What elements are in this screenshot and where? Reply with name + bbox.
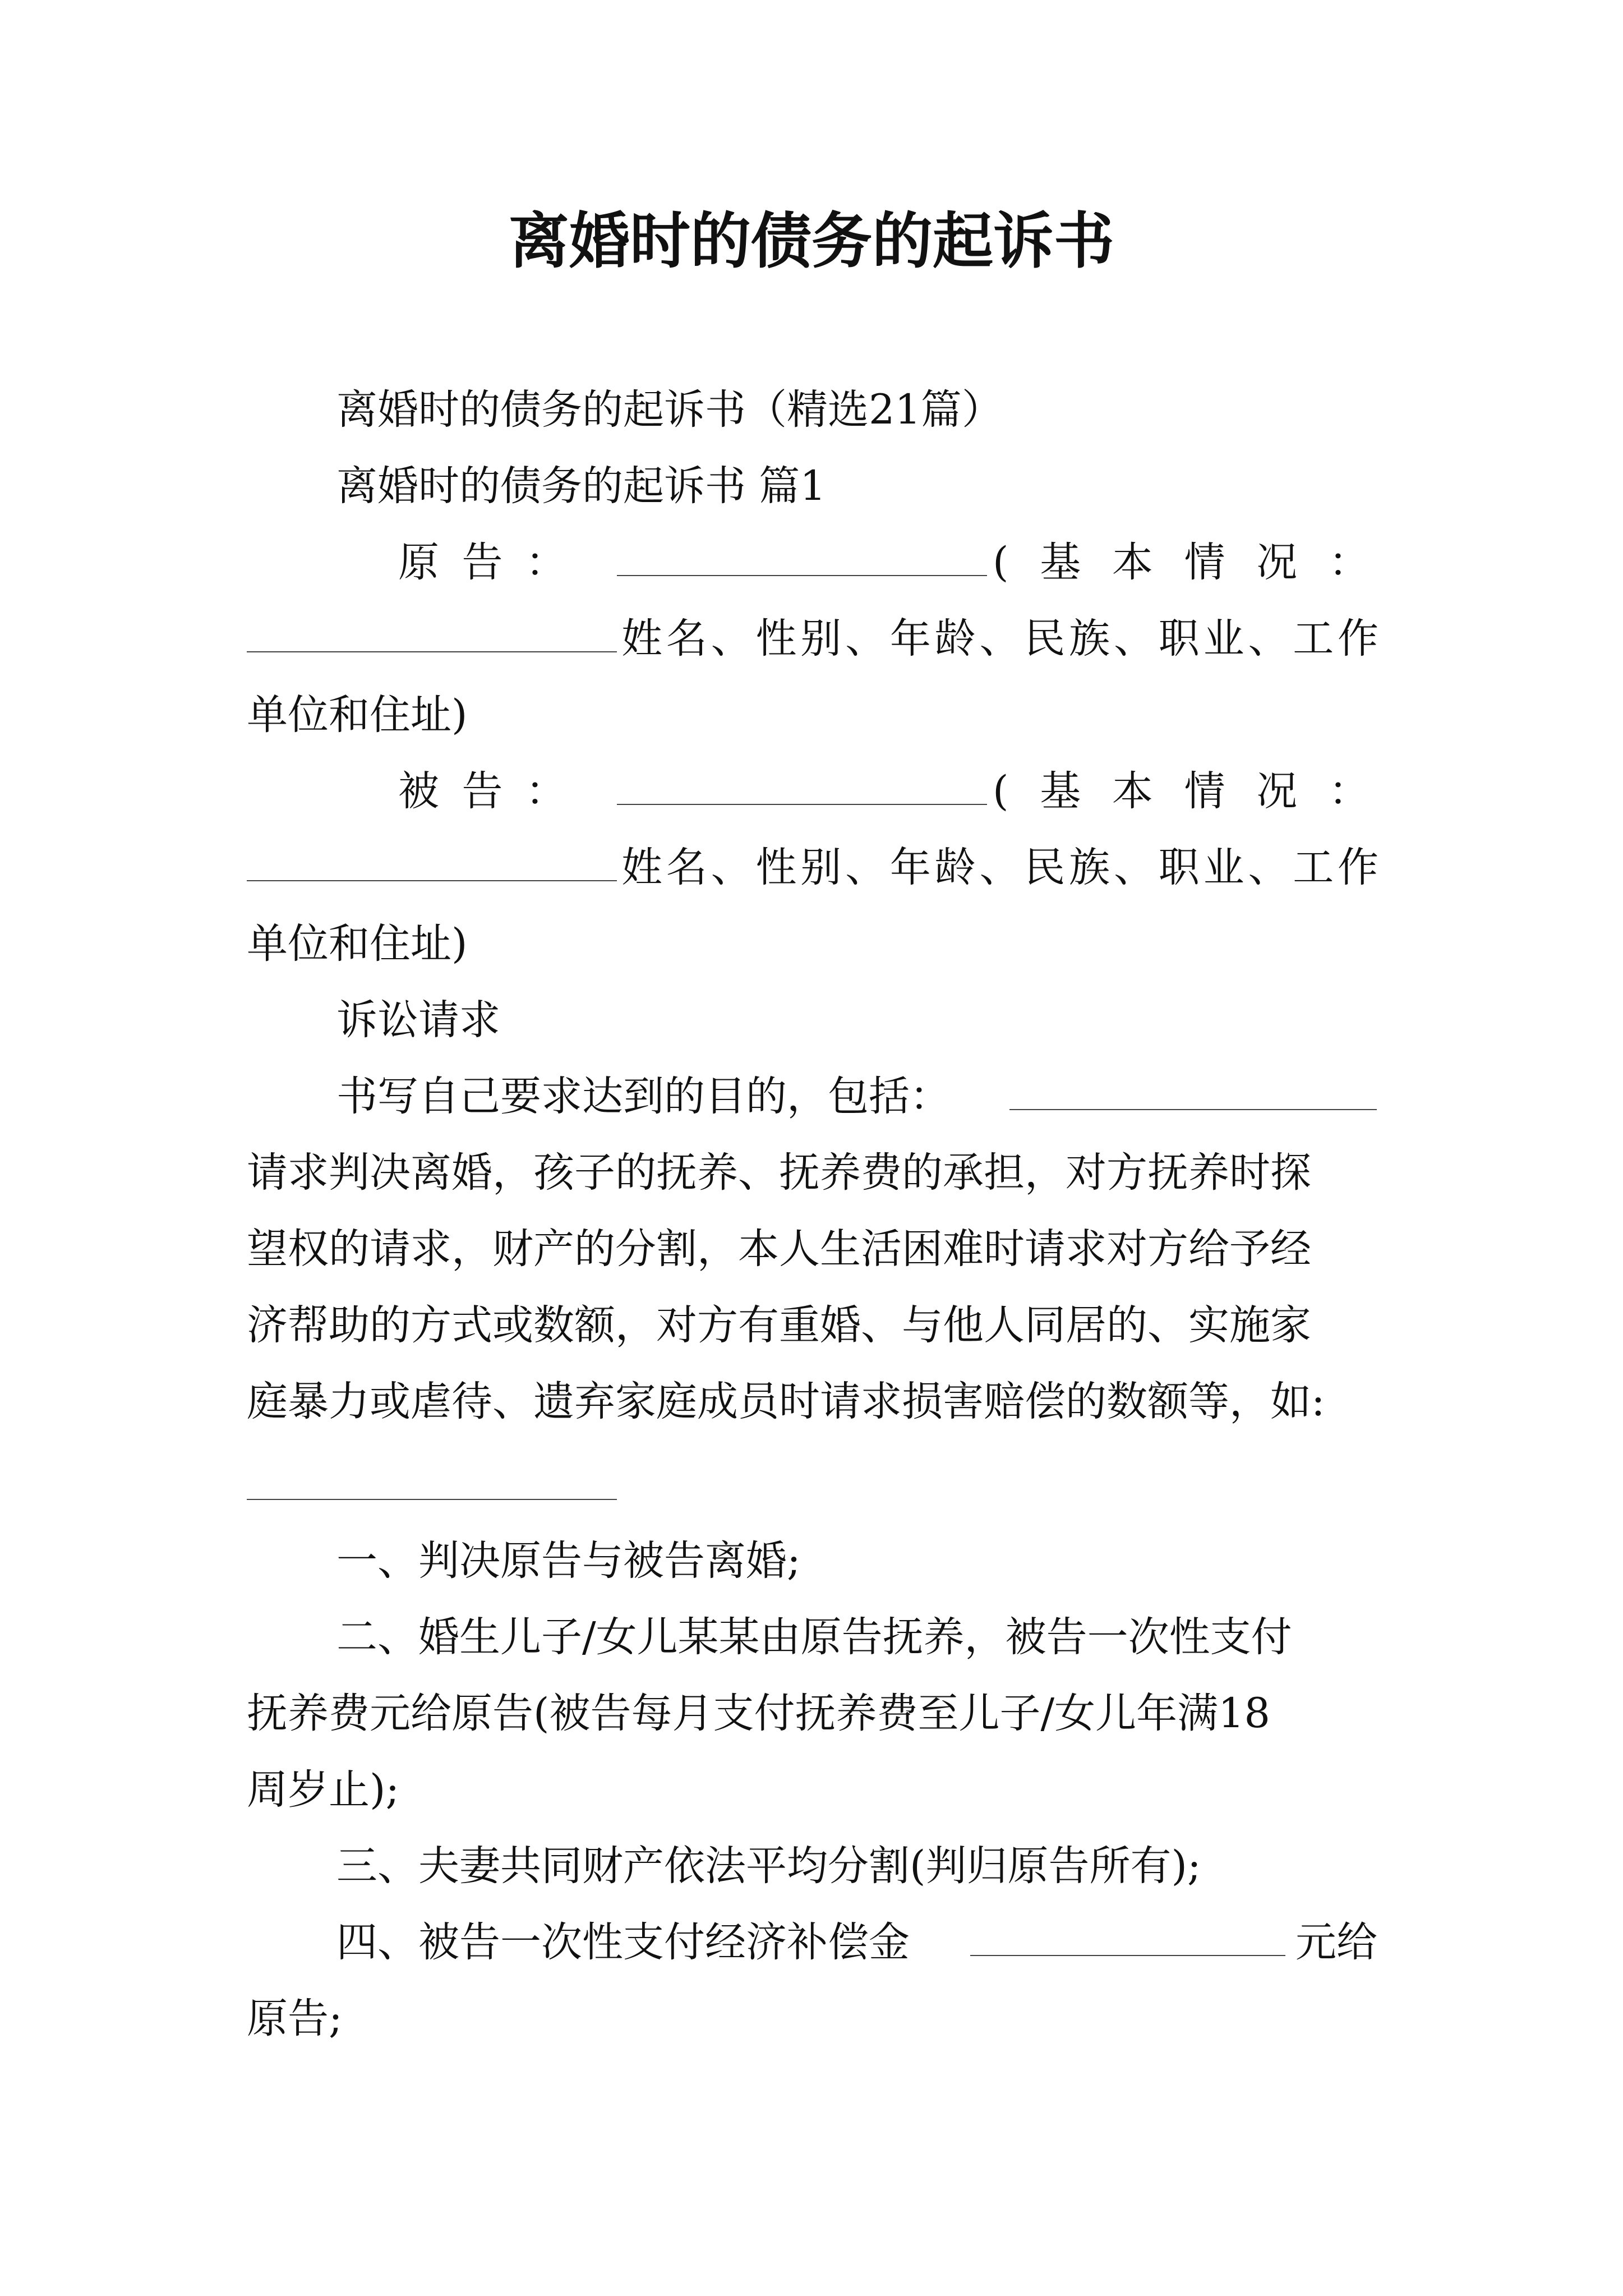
item-two-line: 周岁止); bbox=[247, 1766, 400, 1814]
item-two-line: 抚养费元给原告(被告每月支付抚养费至儿子/女儿年满18 bbox=[247, 1690, 1270, 1737]
item-four-suffix: 元给 bbox=[1295, 1918, 1377, 1966]
item-four-amount-blank[interactable] bbox=[970, 1912, 1285, 1973]
section-heading: 离婚时的债务的起诉书 篇1 bbox=[336, 462, 826, 510]
claims-fill-blank[interactable] bbox=[247, 1499, 617, 1500]
document-title: 离婚时的债务的起诉书 bbox=[508, 206, 1114, 277]
claims-body-line: 望权的请求，财产的分割，本人生活困难时请求对方给予经 bbox=[247, 1225, 1311, 1273]
item-four-prefix: 四、被告一次性支付经济补偿金 bbox=[336, 1918, 910, 1966]
item-four-line: 原告; bbox=[247, 1995, 343, 2042]
defendant-basic-info: ( 基 本 情 况 ： bbox=[993, 767, 1370, 815]
claims-body-line: 济帮助的方式或数额，对方有重婚、与他人同居的、实施家 bbox=[247, 1301, 1311, 1349]
defendant-info-fields: 姓 名 、 性 别 、 年 龄 、 民 族 、 职 业 、 工 作 bbox=[621, 844, 1378, 891]
claims-intro: 书写自己要求达到的目的，包括： bbox=[336, 1073, 951, 1120]
defendant-label: 被 告 ： bbox=[398, 767, 566, 815]
claims-heading: 诉讼请求 bbox=[336, 996, 500, 1044]
document-subtitle: 离婚时的债务的起诉书（精选21篇） bbox=[336, 386, 1003, 434]
defendant-info-end: 单位和住址) bbox=[247, 920, 468, 968]
defendant-name-blank[interactable] bbox=[617, 761, 987, 822]
claims-intro-blank[interactable] bbox=[1009, 1066, 1377, 1128]
plaintiff-info-fields: 姓 名 、 性 别 、 年 龄 、 民 族 、 职 业 、 工 作 bbox=[621, 615, 1378, 662]
plaintiff-basic-info: ( 基 本 情 况 ： bbox=[993, 539, 1370, 586]
plaintiff-info-end: 单位和住址) bbox=[247, 691, 468, 739]
item-one: 一、判决原告与被告离婚; bbox=[336, 1537, 801, 1585]
claims-body-line: 请求判决离婚，孩子的抚养、抚养费的承担，对方抚养时探 bbox=[247, 1149, 1311, 1197]
claims-body-line: 庭暴力或虐待、遗弃家庭成员时请求损害赔偿的数额等，如: bbox=[247, 1378, 1325, 1425]
plaintiff-name-blank[interactable] bbox=[617, 532, 987, 593]
plaintiff-label: 原 告 ： bbox=[398, 539, 566, 586]
item-three: 三、夫妻共同财产依法平均分割(判归原告所有); bbox=[336, 1842, 1201, 1890]
defendant-info-blank[interactable] bbox=[247, 837, 617, 899]
item-two-line: 二、婚生儿子/女儿某某由原告抚养，被告一次性支付 bbox=[336, 1613, 1292, 1661]
plaintiff-info-blank[interactable] bbox=[247, 608, 617, 670]
